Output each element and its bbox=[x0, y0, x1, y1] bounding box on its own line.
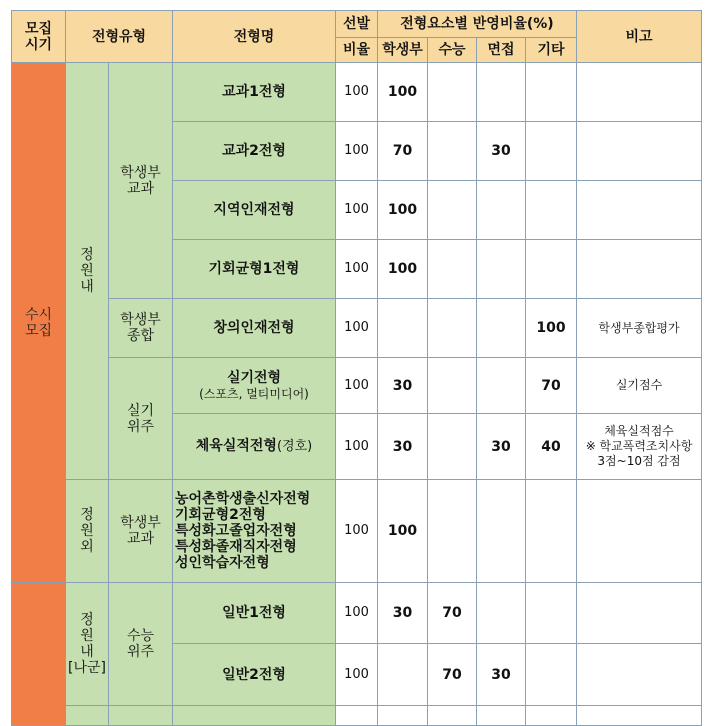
row-suneung bbox=[428, 358, 477, 414]
row-interview: 30 bbox=[477, 414, 526, 480]
row-name: 일반1전형 bbox=[173, 583, 336, 644]
cut-off-cell bbox=[526, 706, 577, 726]
row-ratio: 100 bbox=[336, 299, 378, 358]
row-ratio: 100 bbox=[336, 63, 378, 122]
row-interview bbox=[477, 358, 526, 414]
row-suneung bbox=[428, 181, 477, 240]
row-name: 일반2전형 bbox=[173, 644, 336, 706]
header-name: 전형명 bbox=[173, 11, 336, 63]
row-suneung bbox=[428, 299, 477, 358]
row-etc bbox=[526, 583, 577, 644]
header-hsb: 학생부 bbox=[378, 38, 428, 63]
header-interview: 면접 bbox=[477, 38, 526, 63]
row-name: 교과2전형 bbox=[173, 122, 336, 181]
admission-table bbox=[11, 10, 702, 726]
row-interview bbox=[477, 63, 526, 122]
row-suneung bbox=[428, 63, 477, 122]
row-suneung: 70 bbox=[428, 644, 477, 706]
row-ratio: 100 bbox=[336, 583, 378, 644]
row-interview bbox=[477, 299, 526, 358]
row-hsb: 30 bbox=[378, 414, 428, 480]
row-hsb: 100 bbox=[378, 181, 428, 240]
row-ratio: 100 bbox=[336, 240, 378, 299]
row-note bbox=[577, 63, 702, 122]
type-jeongwonoe: 정 원 외 bbox=[66, 480, 109, 583]
row-suneung bbox=[428, 414, 477, 480]
row-ratio: 100 bbox=[336, 644, 378, 706]
subtype-jonghap: 학생부 종합 bbox=[109, 299, 173, 358]
header-suneung: 수능 bbox=[428, 38, 477, 63]
subtype-suneung: 수능 위주 bbox=[109, 583, 173, 706]
row-suneung: 70 bbox=[428, 583, 477, 644]
row-ratio: 100 bbox=[336, 181, 378, 240]
cut-off-cell bbox=[577, 706, 702, 726]
row-note bbox=[577, 122, 702, 181]
period-jeongsi bbox=[12, 583, 66, 726]
row-note bbox=[577, 480, 702, 583]
row-note bbox=[577, 644, 702, 706]
row-etc bbox=[526, 181, 577, 240]
row-note bbox=[577, 583, 702, 644]
row-name: 실기전형 bbox=[226, 369, 282, 386]
header-note: 비고 bbox=[577, 11, 702, 63]
row-etc: 70 bbox=[526, 358, 577, 414]
cut-off-cell bbox=[477, 706, 526, 726]
subtype-silgi: 실기 위주 bbox=[109, 358, 173, 480]
row-hsb: 30 bbox=[378, 583, 428, 644]
row-interview bbox=[477, 583, 526, 644]
cut-off-type-cell bbox=[66, 706, 109, 726]
row-hsb: 30 bbox=[378, 358, 428, 414]
row-name-cell bbox=[173, 414, 336, 480]
subtype-gyogwa2: 학생부 교과 bbox=[109, 480, 173, 583]
row-ratio: 100 bbox=[336, 122, 378, 181]
row-etc bbox=[526, 240, 577, 299]
row-name-sub: (경호) bbox=[276, 439, 313, 454]
row-suneung bbox=[428, 122, 477, 181]
row-note: 학생부종합평가 bbox=[577, 299, 702, 358]
row-etc: 40 bbox=[526, 414, 577, 480]
row-note: 실기점수 bbox=[577, 358, 702, 414]
row-hsb: 70 bbox=[378, 122, 428, 181]
row-name: 지역인재전형 bbox=[173, 181, 336, 240]
cut-off-cell bbox=[428, 706, 477, 726]
row-hsb: 100 bbox=[378, 240, 428, 299]
row-interview bbox=[477, 480, 526, 583]
row-name: 농어촌학생출신자전형 기회균형2전형 특성화고졸업자전형 특성화졸재직자전형 성인학습자전형 bbox=[173, 480, 336, 583]
subtype-gyogwa: 학생부 교과 bbox=[109, 63, 173, 299]
cut-off-cell bbox=[378, 706, 428, 726]
header-type: 전형유형 bbox=[66, 11, 173, 63]
header-period: 모집 시기 bbox=[12, 11, 66, 63]
row-hsb bbox=[378, 299, 428, 358]
cut-off-subtype-cell bbox=[109, 706, 173, 726]
row-etc bbox=[526, 644, 577, 706]
row-name: 체육실적전형 bbox=[195, 438, 277, 454]
cut-off-cell bbox=[336, 706, 378, 726]
period-susi: 수시 모집 bbox=[12, 63, 66, 583]
type-jeongwonnae-na: 정 원 내 [나군] bbox=[66, 583, 109, 706]
row-ratio: 100 bbox=[336, 480, 378, 583]
row-interview: 30 bbox=[477, 644, 526, 706]
row-interview: 30 bbox=[477, 122, 526, 181]
row-ratio: 100 bbox=[336, 414, 378, 480]
row-suneung bbox=[428, 480, 477, 583]
row-name: 교과1전형 bbox=[173, 63, 336, 122]
row-hsb: 100 bbox=[378, 63, 428, 122]
row-etc bbox=[526, 480, 577, 583]
header-ratio-bottom: 비율 bbox=[336, 38, 378, 63]
row-hsb bbox=[378, 644, 428, 706]
row-note bbox=[577, 240, 702, 299]
cut-off-name-cell bbox=[173, 706, 336, 726]
header-etc: 기타 bbox=[526, 38, 577, 63]
header-element-group: 전형요소별 반영비율(%) bbox=[378, 11, 577, 38]
row-note bbox=[577, 181, 702, 240]
row-suneung bbox=[428, 240, 477, 299]
row-name: 창의인재전형 bbox=[173, 299, 336, 358]
row-name: 기회균형1전형 bbox=[173, 240, 336, 299]
header-ratio-top: 선발 bbox=[336, 11, 378, 38]
row-interview bbox=[477, 240, 526, 299]
row-etc bbox=[526, 122, 577, 181]
row-etc bbox=[526, 63, 577, 122]
row-interview bbox=[477, 181, 526, 240]
row-note: 체육실적점수 ※ 학교폭력조치사항 3점~10점 감점 bbox=[577, 414, 702, 480]
row-etc: 100 bbox=[526, 299, 577, 358]
row-name-cell bbox=[173, 358, 336, 414]
row-hsb: 100 bbox=[378, 480, 428, 583]
row-name-sub: (스포츠, 멀티미디어) bbox=[199, 386, 309, 401]
row-ratio: 100 bbox=[336, 358, 378, 414]
type-jeongwonnae: 정 원 내 bbox=[66, 63, 109, 480]
